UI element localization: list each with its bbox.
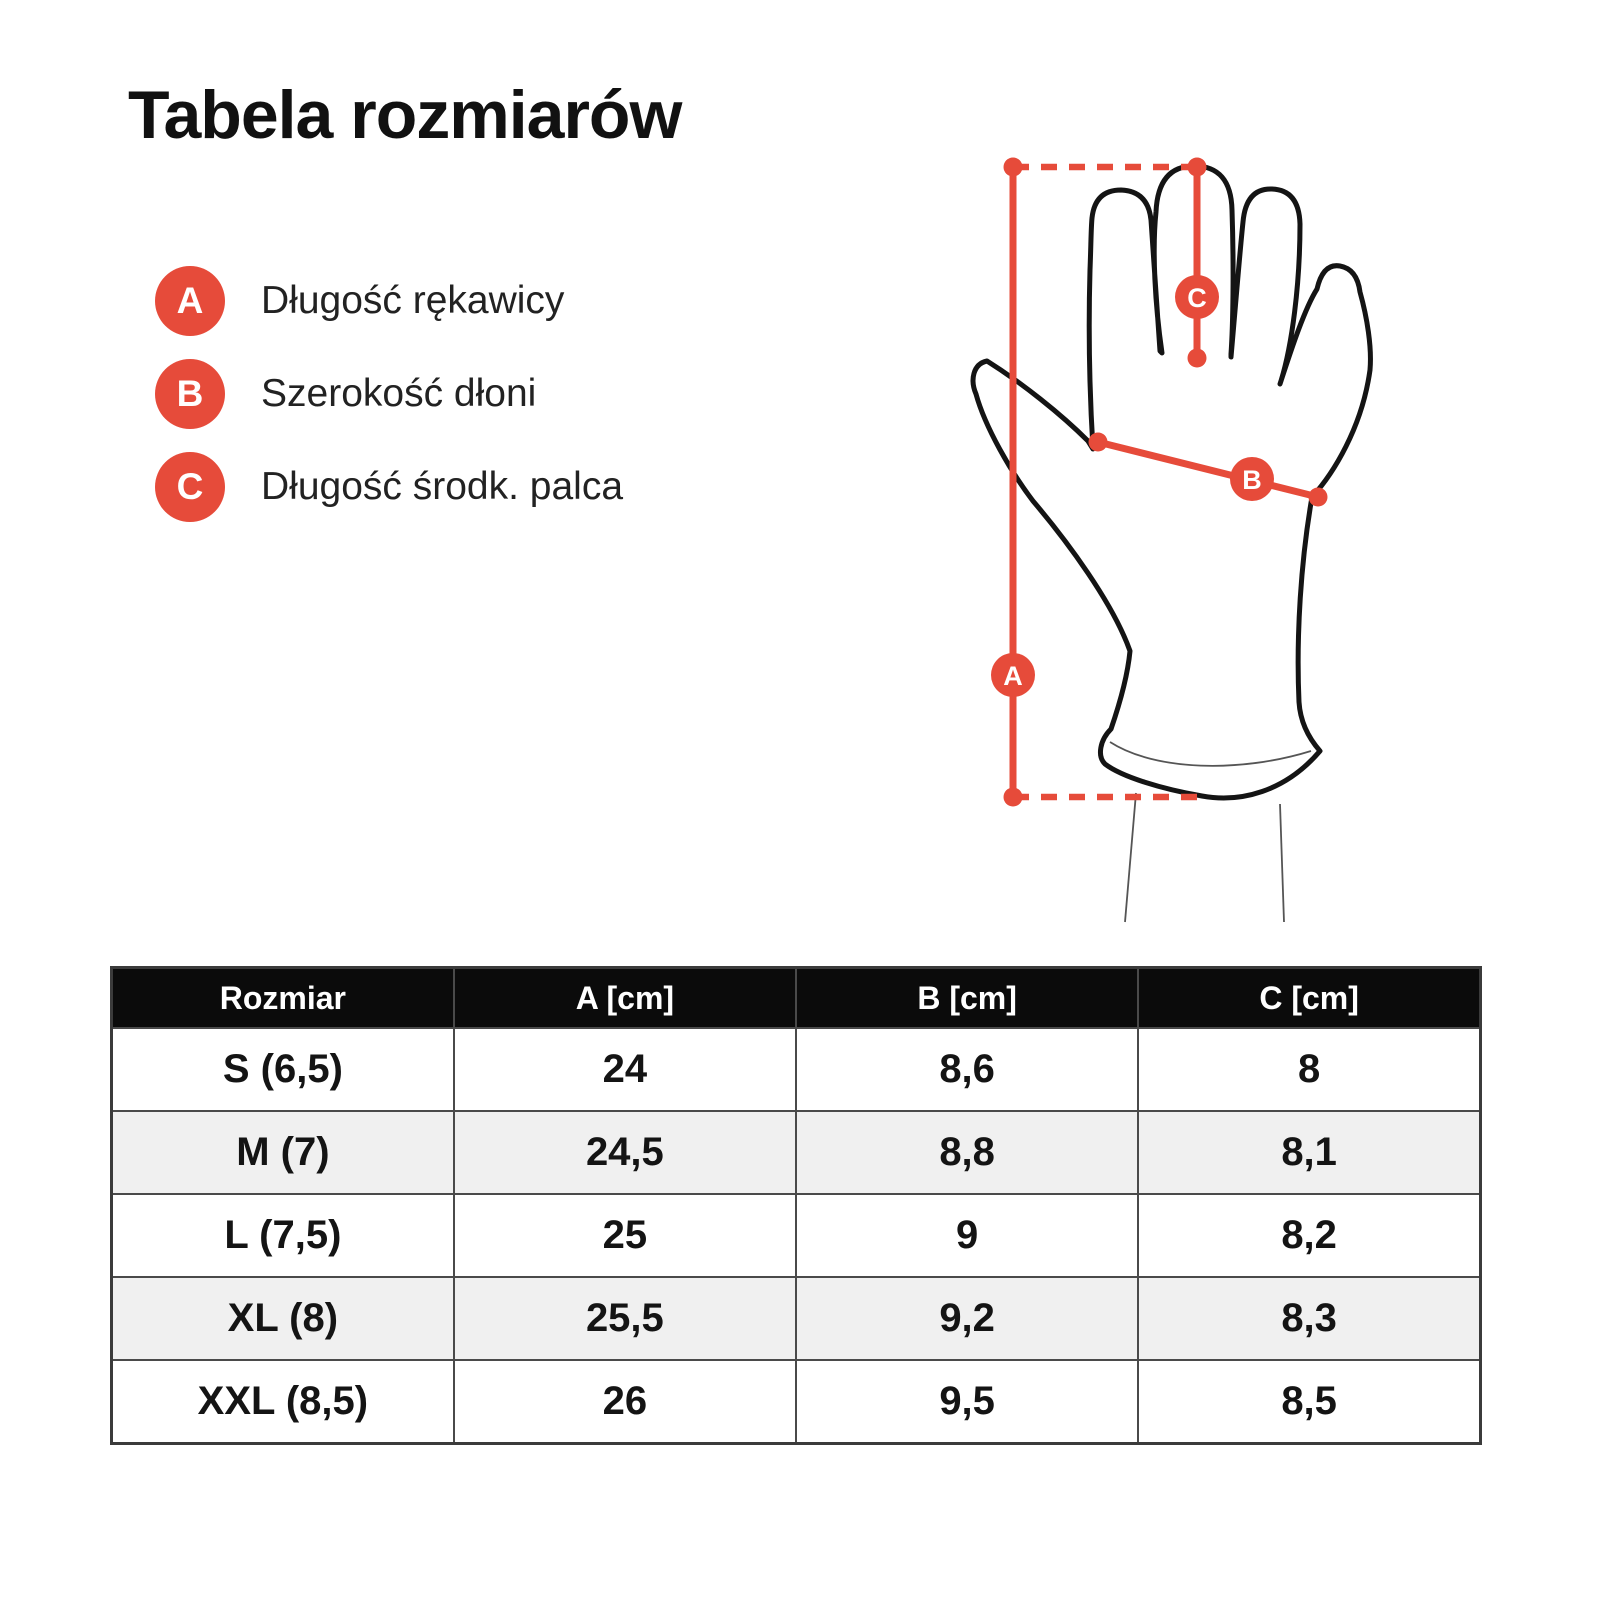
- endpoint-dot: [1188, 349, 1207, 368]
- cell-c: 8,1: [1138, 1111, 1480, 1194]
- cell-b: 8,8: [796, 1111, 1138, 1194]
- glove-diagram: [940, 140, 1460, 930]
- page-title: Tabela rozmiarów: [128, 77, 682, 153]
- cell-b: 9,2: [796, 1277, 1138, 1360]
- size-table-body: [112, 1028, 1481, 1444]
- cell-size: S (6,5): [112, 1028, 454, 1111]
- cell-c: 8,2: [1138, 1194, 1480, 1277]
- cell-a: 25: [454, 1194, 796, 1277]
- cell-a: 24,5: [454, 1111, 796, 1194]
- size-table-header: [112, 968, 1481, 1029]
- cell-c: 8,3: [1138, 1277, 1480, 1360]
- cell-b: 8,6: [796, 1028, 1138, 1111]
- cell-size: XXL (8,5): [112, 1360, 454, 1444]
- glove-outline: [973, 166, 1370, 798]
- wrist-line-left: [1125, 793, 1136, 922]
- glove-a-badge-letter: A: [1003, 661, 1023, 691]
- endpoint-dot: [1004, 158, 1023, 177]
- glove-c-badge-letter: C: [1187, 283, 1207, 313]
- cell-b: 9: [796, 1194, 1138, 1277]
- measure-b-badge-icon: [155, 359, 225, 429]
- size-table: [110, 966, 1482, 1445]
- legend-item-a: [155, 266, 623, 336]
- measure-a-badge-icon: [155, 266, 225, 336]
- cell-size: M (7): [112, 1111, 454, 1194]
- table-row: [112, 1194, 1481, 1277]
- table-row: [112, 1277, 1481, 1360]
- measure-c-badge-icon: [155, 452, 225, 522]
- col-header-b: B [cm]: [796, 968, 1138, 1029]
- cell-size: L (7,5): [112, 1194, 454, 1277]
- cell-a: 24: [454, 1028, 796, 1111]
- cell-c: 8,5: [1138, 1360, 1480, 1444]
- wrist-line-right: [1280, 804, 1284, 922]
- cell-size: XL (8): [112, 1277, 454, 1360]
- endpoint-dot: [1188, 158, 1207, 177]
- col-header-c: C [cm]: [1138, 968, 1480, 1029]
- legend-label: Szerokość dłoni: [261, 372, 537, 415]
- cell-a: 25,5: [454, 1277, 796, 1360]
- legend-label: Długość środk. palca: [261, 465, 624, 508]
- header-row: [112, 968, 1481, 1029]
- glove-b-badge-letter: B: [1242, 465, 1262, 495]
- cell-c: 8: [1138, 1028, 1480, 1111]
- endpoint-dot: [1004, 788, 1023, 807]
- col-header-rozmiar: Rozmiar: [112, 968, 454, 1029]
- legend-item-b: [155, 359, 623, 429]
- measurement-legend: [155, 266, 623, 545]
- legend-letter: C: [176, 466, 204, 507]
- col-header-a: A [cm]: [454, 968, 796, 1029]
- endpoint-dot: [1309, 488, 1328, 507]
- table-row: [112, 1028, 1481, 1111]
- table-row: [112, 1360, 1481, 1444]
- cell-b: 9,5: [796, 1360, 1138, 1444]
- legend-label: Długość rękawicy: [261, 279, 565, 322]
- endpoint-dot: [1089, 433, 1108, 452]
- legend-item-c: [155, 452, 623, 522]
- legend-letter: A: [176, 280, 204, 321]
- legend-letter: B: [176, 373, 204, 414]
- table-row: [112, 1111, 1481, 1194]
- cell-a: 26: [454, 1360, 796, 1444]
